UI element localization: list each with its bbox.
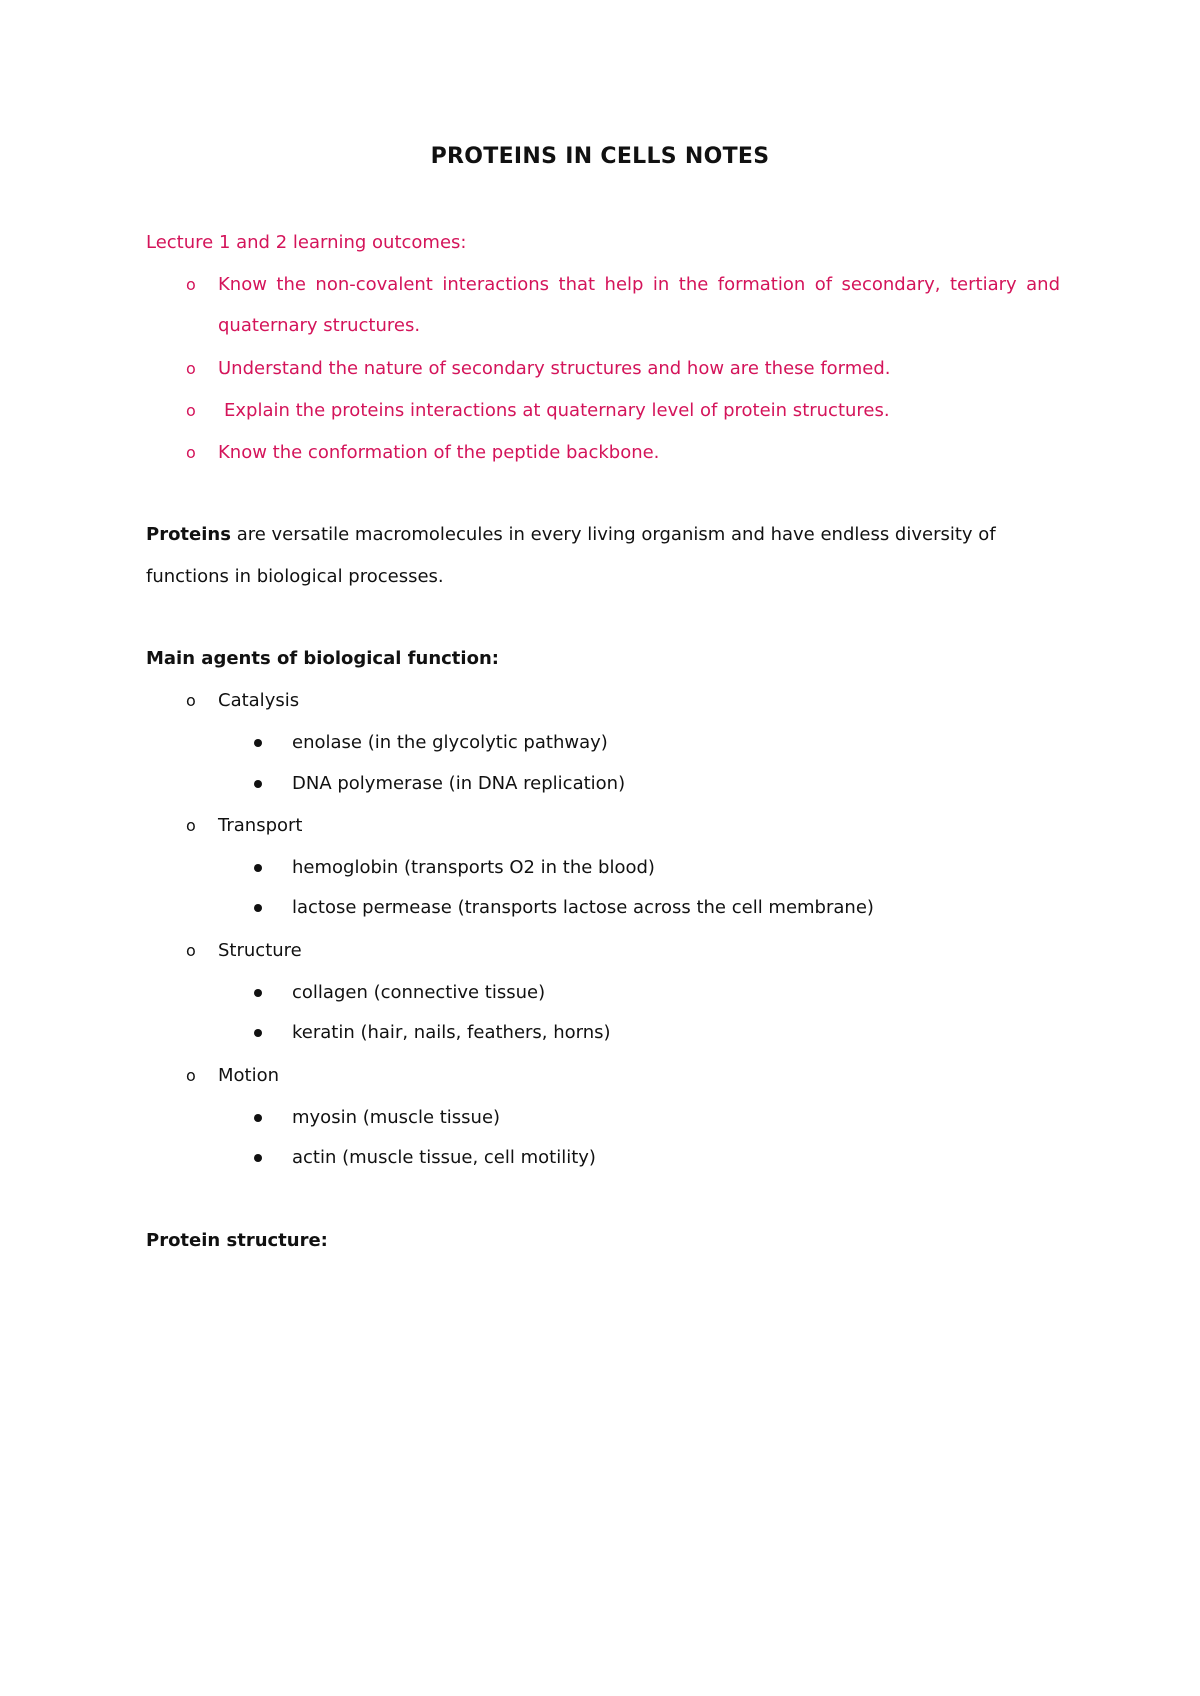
bullet-dot — [254, 739, 262, 747]
outcomes-heading: Lecture 1 and 2 learning outcomes: — [146, 232, 467, 253]
intro-bold-term: Proteins — [146, 524, 231, 545]
group-bullet-transport: o — [186, 816, 196, 835]
example-keratin: keratin (hair, nails, feathers, horns) — [292, 1022, 611, 1043]
outcome-item-3: Explain the proteins interactions at quaternary level of protein structures. — [224, 400, 890, 421]
example-dna-polymerase: DNA polymerase (in DNA replication) — [292, 773, 626, 794]
example-lactose-permease: lactose permease (transports lactose across the cell membrane) — [292, 897, 874, 918]
example-hemoglobin: hemoglobin (transports O2 in the blood) — [292, 857, 655, 878]
structure-heading: Protein structure: — [146, 1230, 328, 1251]
outcome-item-2: Understand the nature of secondary structures and how are these formed. — [218, 358, 891, 379]
outcome-bullet-3: o — [186, 401, 196, 420]
intro-line-1-text: are versatile macromolecules in every living organism and have endless diversity of — [236, 524, 996, 545]
intro-line-2: functions in biological processes. — [146, 566, 444, 587]
example-actin: actin (muscle tissue, cell motility) — [292, 1147, 596, 1168]
group-bullet-structure: o — [186, 941, 196, 960]
example-enolase: enolase (in the glycolytic pathway) — [292, 732, 608, 753]
bullet-dot — [254, 1114, 262, 1122]
outcome-item-1-continued: quaternary structures. — [218, 315, 421, 336]
outcome-item-4: Know the conformation of the peptide backbone. — [218, 442, 660, 463]
example-collagen: collagen (connective tissue) — [292, 982, 546, 1003]
group-bullet-catalysis: o — [186, 691, 196, 710]
group-transport: Transport — [218, 815, 303, 836]
outcome-item-1: Know the non-covalent interactions that help in the formation of secondary, tertiary and — [218, 274, 1060, 295]
bullet-dot — [254, 1154, 262, 1162]
group-structure: Structure — [218, 940, 302, 961]
bullet-dot — [254, 780, 262, 788]
bullet-dot — [254, 904, 262, 912]
outcome-bullet-4: o — [186, 443, 196, 462]
intro-line-1 — [146, 523, 996, 547]
outcome-bullet-2: o — [186, 359, 196, 378]
bullet-dot — [254, 989, 262, 997]
example-myosin: myosin (muscle tissue) — [292, 1107, 501, 1128]
group-bullet-motion: o — [186, 1066, 196, 1085]
bullet-dot — [254, 1029, 262, 1037]
group-motion: Motion — [218, 1065, 280, 1086]
document-title: PROTEINS IN CELLS NOTES — [430, 144, 770, 169]
bullet-dot — [254, 864, 262, 872]
functions-heading: Main agents of biological function: — [146, 648, 499, 669]
group-catalysis: Catalysis — [218, 690, 300, 711]
outcome-bullet-1: o — [186, 275, 196, 294]
